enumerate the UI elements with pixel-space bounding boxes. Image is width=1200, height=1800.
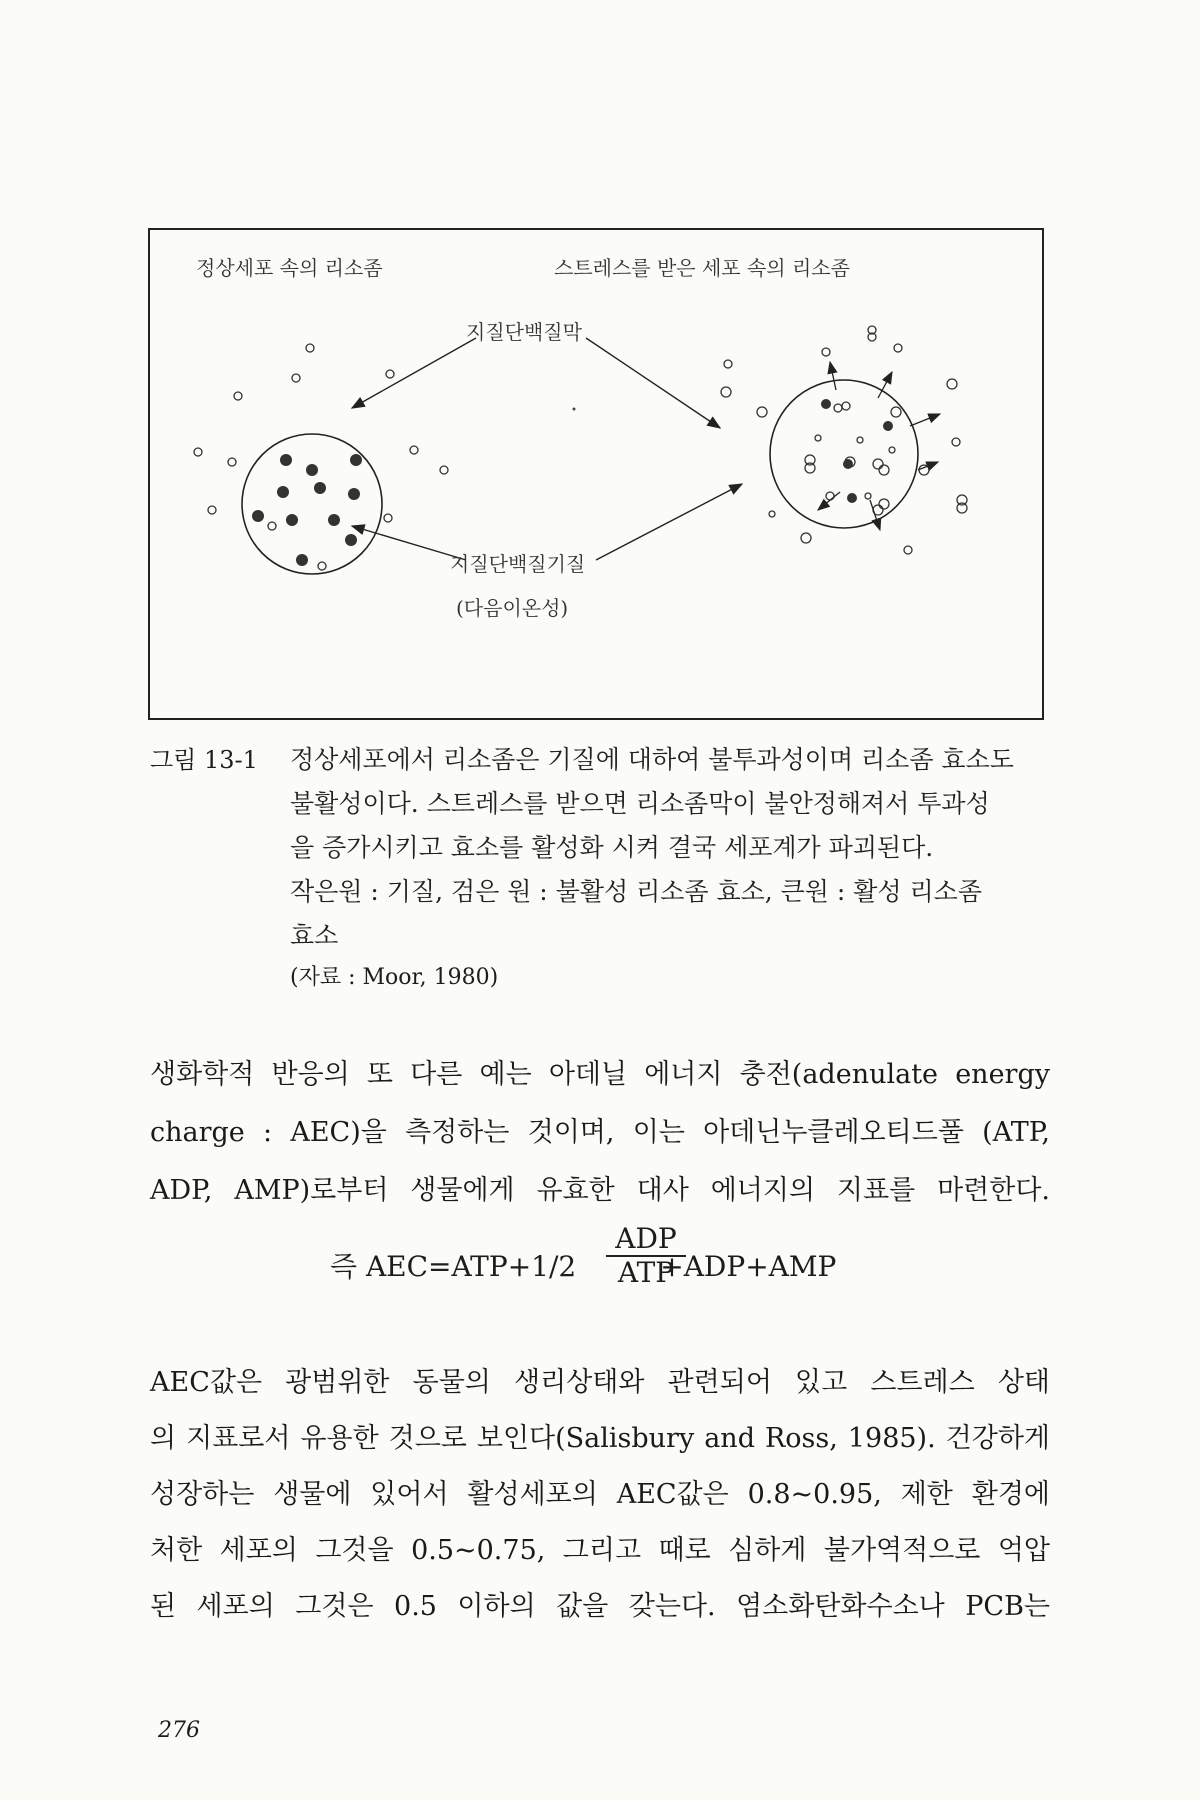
aec-formula (330, 1222, 837, 1289)
caption-line: 을 증가시키고 효소를 활성화 시켜 결국 세포계가 파괴된다. (290, 833, 934, 862)
formula-suffix: +ADP+AMP (660, 1250, 837, 1283)
caption-line: 작은원 : 기질, 검은 원 : 불활성 리소좀 효소, 큰원 : 활성 리소좀 (290, 877, 982, 906)
paragraph-line: 처한 세포의 그것을 0.5~0.75, 그리고 때로 심하게 불가역적으로 억압 (150, 1535, 1050, 1566)
caption-line: 정상세포에서 리소좀은 기질에 대하여 불투과성이며 리소좀 효소도 (290, 745, 1014, 774)
stressed-lysosome (721, 326, 967, 554)
page-number: 276 (158, 1718, 200, 1743)
label-stressed-cell: 스트레스를 받은 세포 속의 리소좀 (554, 256, 850, 280)
paragraph-line: 된 세포의 그것은 0.5 이하의 값을 갖는다. 염소화탄화수소나 PCB는 (150, 1591, 1050, 1622)
caption-line: 효소 (290, 921, 339, 950)
paragraph-line: charge : AEC)을 측정하는 것이며, 이는 아데닌누클레오티드풀 (ATP, (150, 1117, 1050, 1148)
lysosome-diagram-svg (150, 230, 1042, 718)
label-matrix-sub: (다음이온성) (456, 596, 569, 620)
formula-prefix: 즉 AEC=ATP+1/2 (330, 1250, 577, 1283)
paragraph-line: 생화학적 반응의 또 다른 예는 아데닐 에너지 충전(adenulate energy (150, 1059, 1050, 1090)
formula-denominator: ATP (617, 1256, 675, 1289)
label-normal-cell: 정상세포 속의 리소좀 (196, 256, 383, 280)
label-matrix: 지질단백질기질 (450, 552, 586, 576)
figure-lysosome-diagram (148, 228, 1044, 720)
paragraph-line: 성장하는 생물에 있어서 활성세포의 AEC값은 0.8~0.95, 제한 환경에 (150, 1479, 1050, 1510)
paragraph-line: ADP, AMP)로부터 생물에게 유효한 대사 에너지의 지표를 마련한다. (150, 1175, 1050, 1206)
paragraph-line: AEC값은 광범위한 동물의 생리상태와 관련되어 있고 스트레스 상태 (150, 1367, 1050, 1398)
caption-source: (자료 : Moor, 1980) (290, 965, 499, 990)
normal-lysosome (194, 344, 448, 574)
formula-fraction (606, 1223, 686, 1289)
label-membrane: 지질단백질막 (466, 320, 582, 344)
formula-numerator: ADP (606, 1223, 686, 1257)
caption-label: 그림 13-1 (150, 746, 258, 774)
paragraph-line: 의 지표로서 유용한 것으로 보인다(Salisbury and Ross, 1985). 건강하게 (150, 1423, 1050, 1454)
caption-line: 불활성이다. 스트레스를 받으면 리소좀막이 불안정해져서 투과성 (290, 789, 990, 818)
